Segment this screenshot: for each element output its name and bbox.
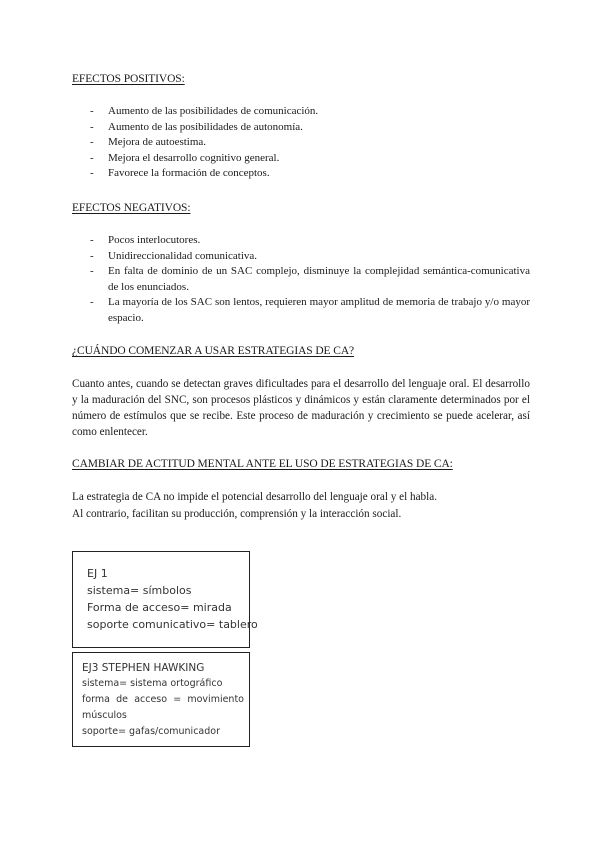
list-efectos-positivos [72, 104, 530, 182]
list-item: - Aumento de las posibilidades de comunicación. [90, 105, 319, 117]
list-item: - En falta de dominio de un SAC complejo, disminuye la complejidad semántica-comunicativa de los enunciados. [90, 265, 530, 293]
paragraph-cuando-comenzar: Cuanto antes, cuando se detectan graves dificultades para el desarrollo del lenguaje oral. El desarrollo y la maduración del SNC, son procesos plásticos y dinámicos y están claramente determinados por el número de estímulos que se recibe. Este proceso de maduración y crecimiento se puede acelerar, así como enlentecer. [72, 378, 530, 438]
list-item: - Pocos interlocutores. [90, 234, 201, 246]
box-line: Forma de acceso= mirada [87, 601, 232, 614]
box-line: sistema= sistema ortográfico [82, 678, 223, 689]
heading-efectos-negativos: EFECTOS NEGATIVOS: [72, 202, 191, 214]
list-item: - Mejora de autoestima. [90, 136, 207, 148]
list-efectos-negativos [72, 233, 530, 326]
list-item: - La mayoría de los SAC son lentos, requieren mayor amplitud de memoria de trabajo y/o mayor espacio. [90, 296, 530, 324]
box-title: EJ3 STEPHEN HAWKING [82, 662, 205, 674]
paragraph-cambiar-actitud [72, 489, 530, 522]
list-item: - Mejora el desarrollo cognitivo general. [90, 151, 280, 164]
box-line: sistema= símbolos [87, 584, 192, 597]
example-box-ej3 [72, 652, 250, 747]
heading-cuando-comenzar: ¿CUÁNDO COMENZAR A USAR ESTRATEGIAS DE CA? [72, 345, 355, 357]
example-box-ej1 [72, 551, 258, 648]
box-line: soporte comunicativo= tablero [87, 618, 258, 631]
paragraph-line: Al contrario, facilitan su producción, comprensión y la interacción social. [72, 507, 402, 520]
heading-efectos-positivos: EFECTOS POSITIVOS: [72, 73, 185, 85]
heading-cambiar-actitud: CAMBIAR DE ACTITUD MENTAL ANTE EL USO DE ESTRATEGIAS DE CA: [72, 458, 453, 470]
box-title: EJ 1 [87, 567, 108, 580]
box-line: soporte= gafas/comunicador [82, 726, 220, 737]
box-line: forma de acceso = movimiento [82, 694, 244, 705]
paragraph-line: La estrategia de CA no impide el potencial desarrollo del lenguaje oral y el habla. [72, 491, 438, 503]
list-item: - Aumento de las posibilidades de autonomía. [90, 120, 303, 133]
box-line: músculos [82, 710, 127, 721]
list-item: - Favorece la formación de conceptos. [90, 167, 270, 179]
list-item: - Unidireccionalidad comunicativa. [90, 249, 258, 262]
